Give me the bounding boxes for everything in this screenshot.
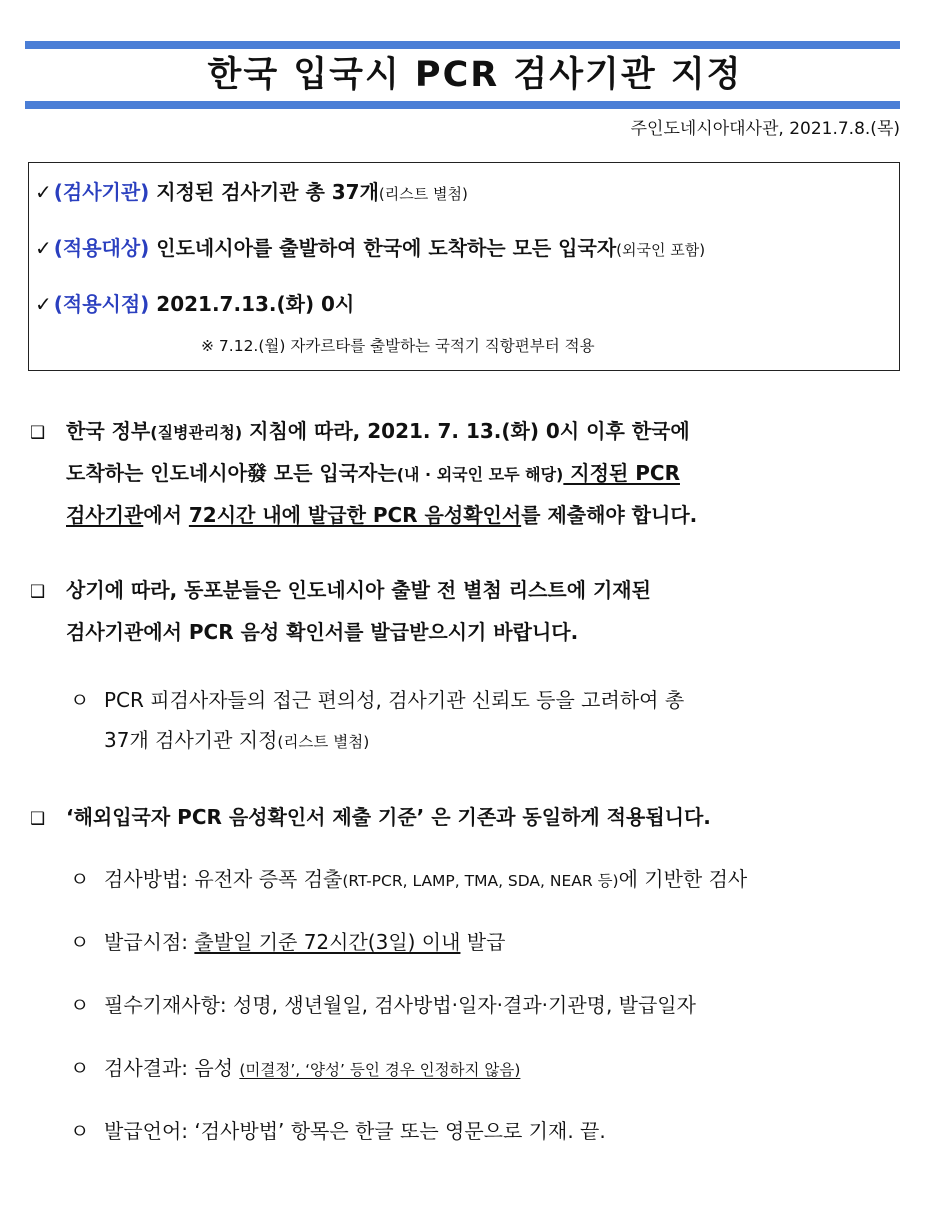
- header-top-rule: [25, 41, 900, 49]
- page-title: 한국 입국시 PCR 검사기관 지정: [207, 55, 743, 95]
- section-1-line-1: ❑ 한국 정부(질병관리청) 지침에 따라, 2021. 7. 13.(화) 0시 이후 한국에: [30, 410, 690, 454]
- check-icon: ✓: [35, 292, 52, 316]
- summary-box: [28, 162, 900, 371]
- header-bottom-rule: [25, 101, 900, 109]
- criteria-issue-time: ㅇ 발급시점: 출발일 기준 72시간(3일) 이내 발급: [70, 922, 505, 962]
- section-2-line-1: ❑ 상기에 따라, 동포분들은 인도네시아 출발 전 별첨 리스트에 기재된: [30, 569, 651, 613]
- circle-bullet-icon: ㅇ: [70, 1056, 90, 1080]
- square-bullet-icon: ❑: [30, 809, 46, 829]
- circle-bullet-icon: ㅇ: [70, 688, 90, 712]
- section-1-line-2: 도착하는 인도네시아發 모든 입국자는(내 · 외국인 모두 해당) 지정된 PCR: [66, 461, 680, 485]
- section-3-line-1: ❑ ‘해외입국자 PCR 음성확인서 제출 기준’ 은 기존과 동일하게 적용됩니다.: [30, 796, 711, 840]
- section-1-line-3: 검사기관에서 72시간 내에 발급한 PCR 음성확인서를 제출해야 합니다.: [66, 503, 698, 527]
- criteria-result: ㅇ 검사결과: 음성 (미결정’, ‘양성’ 등인 경우 인정하지 않음): [70, 1048, 520, 1090]
- check-icon: ✓: [35, 180, 52, 204]
- issuer-date: 주인도네시아대사관, 2021.7.8.(목): [630, 119, 900, 139]
- summary-item-effective-date: ✓ (적용시점) 2021.7.13.(화) 0시: [35, 292, 355, 316]
- section-2-line-2: 검사기관에서 PCR 음성 확인서를 발급받으시기 바랍니다.: [66, 620, 579, 644]
- criteria-language: ㅇ 발급언어: ‘검사방법’ 항목은 한글 또는 영문으로 기재. 끝.: [70, 1111, 606, 1151]
- circle-bullet-icon: ㅇ: [70, 867, 90, 891]
- circle-bullet-icon: ㅇ: [70, 993, 90, 1017]
- summary-note: ※ 7.12.(월) 자카르타를 출발하는 국적기 직항편부터 적용: [201, 337, 595, 355]
- summary-item-institutions: ✓ (검사기관) 지정된 검사기관 총 37개(리스트 별첨): [35, 180, 468, 204]
- check-icon: ✓: [35, 236, 52, 260]
- criteria-method: ㅇ 검사방법: 유전자 증폭 검출(RT-PCR, LAMP, TMA, SDA, NEAR 등)에 기반한 검사: [70, 859, 747, 901]
- criteria-required-fields: ㅇ 필수기재사항: 성명, 생년월일, 검사방법·일자·결과·기관명, 발급일자: [70, 985, 696, 1025]
- square-bullet-icon: ❑: [30, 423, 46, 443]
- section-2-sub-1-cont: 37개 검사기관 지정(리스트 별첨): [104, 728, 370, 752]
- circle-bullet-icon: ㅇ: [70, 930, 90, 954]
- circle-bullet-icon: ㅇ: [70, 1119, 90, 1143]
- section-2-sub-1: ㅇ PCR 피검사자들의 접근 편의성, 검사기관 신뢰도 등을 고려하여 총: [70, 680, 684, 720]
- square-bullet-icon: ❑: [30, 582, 46, 602]
- summary-item-target: ✓ (적용대상) 인도네시아를 출발하여 한국에 도착하는 모든 입국자(외국인 포함): [35, 236, 706, 260]
